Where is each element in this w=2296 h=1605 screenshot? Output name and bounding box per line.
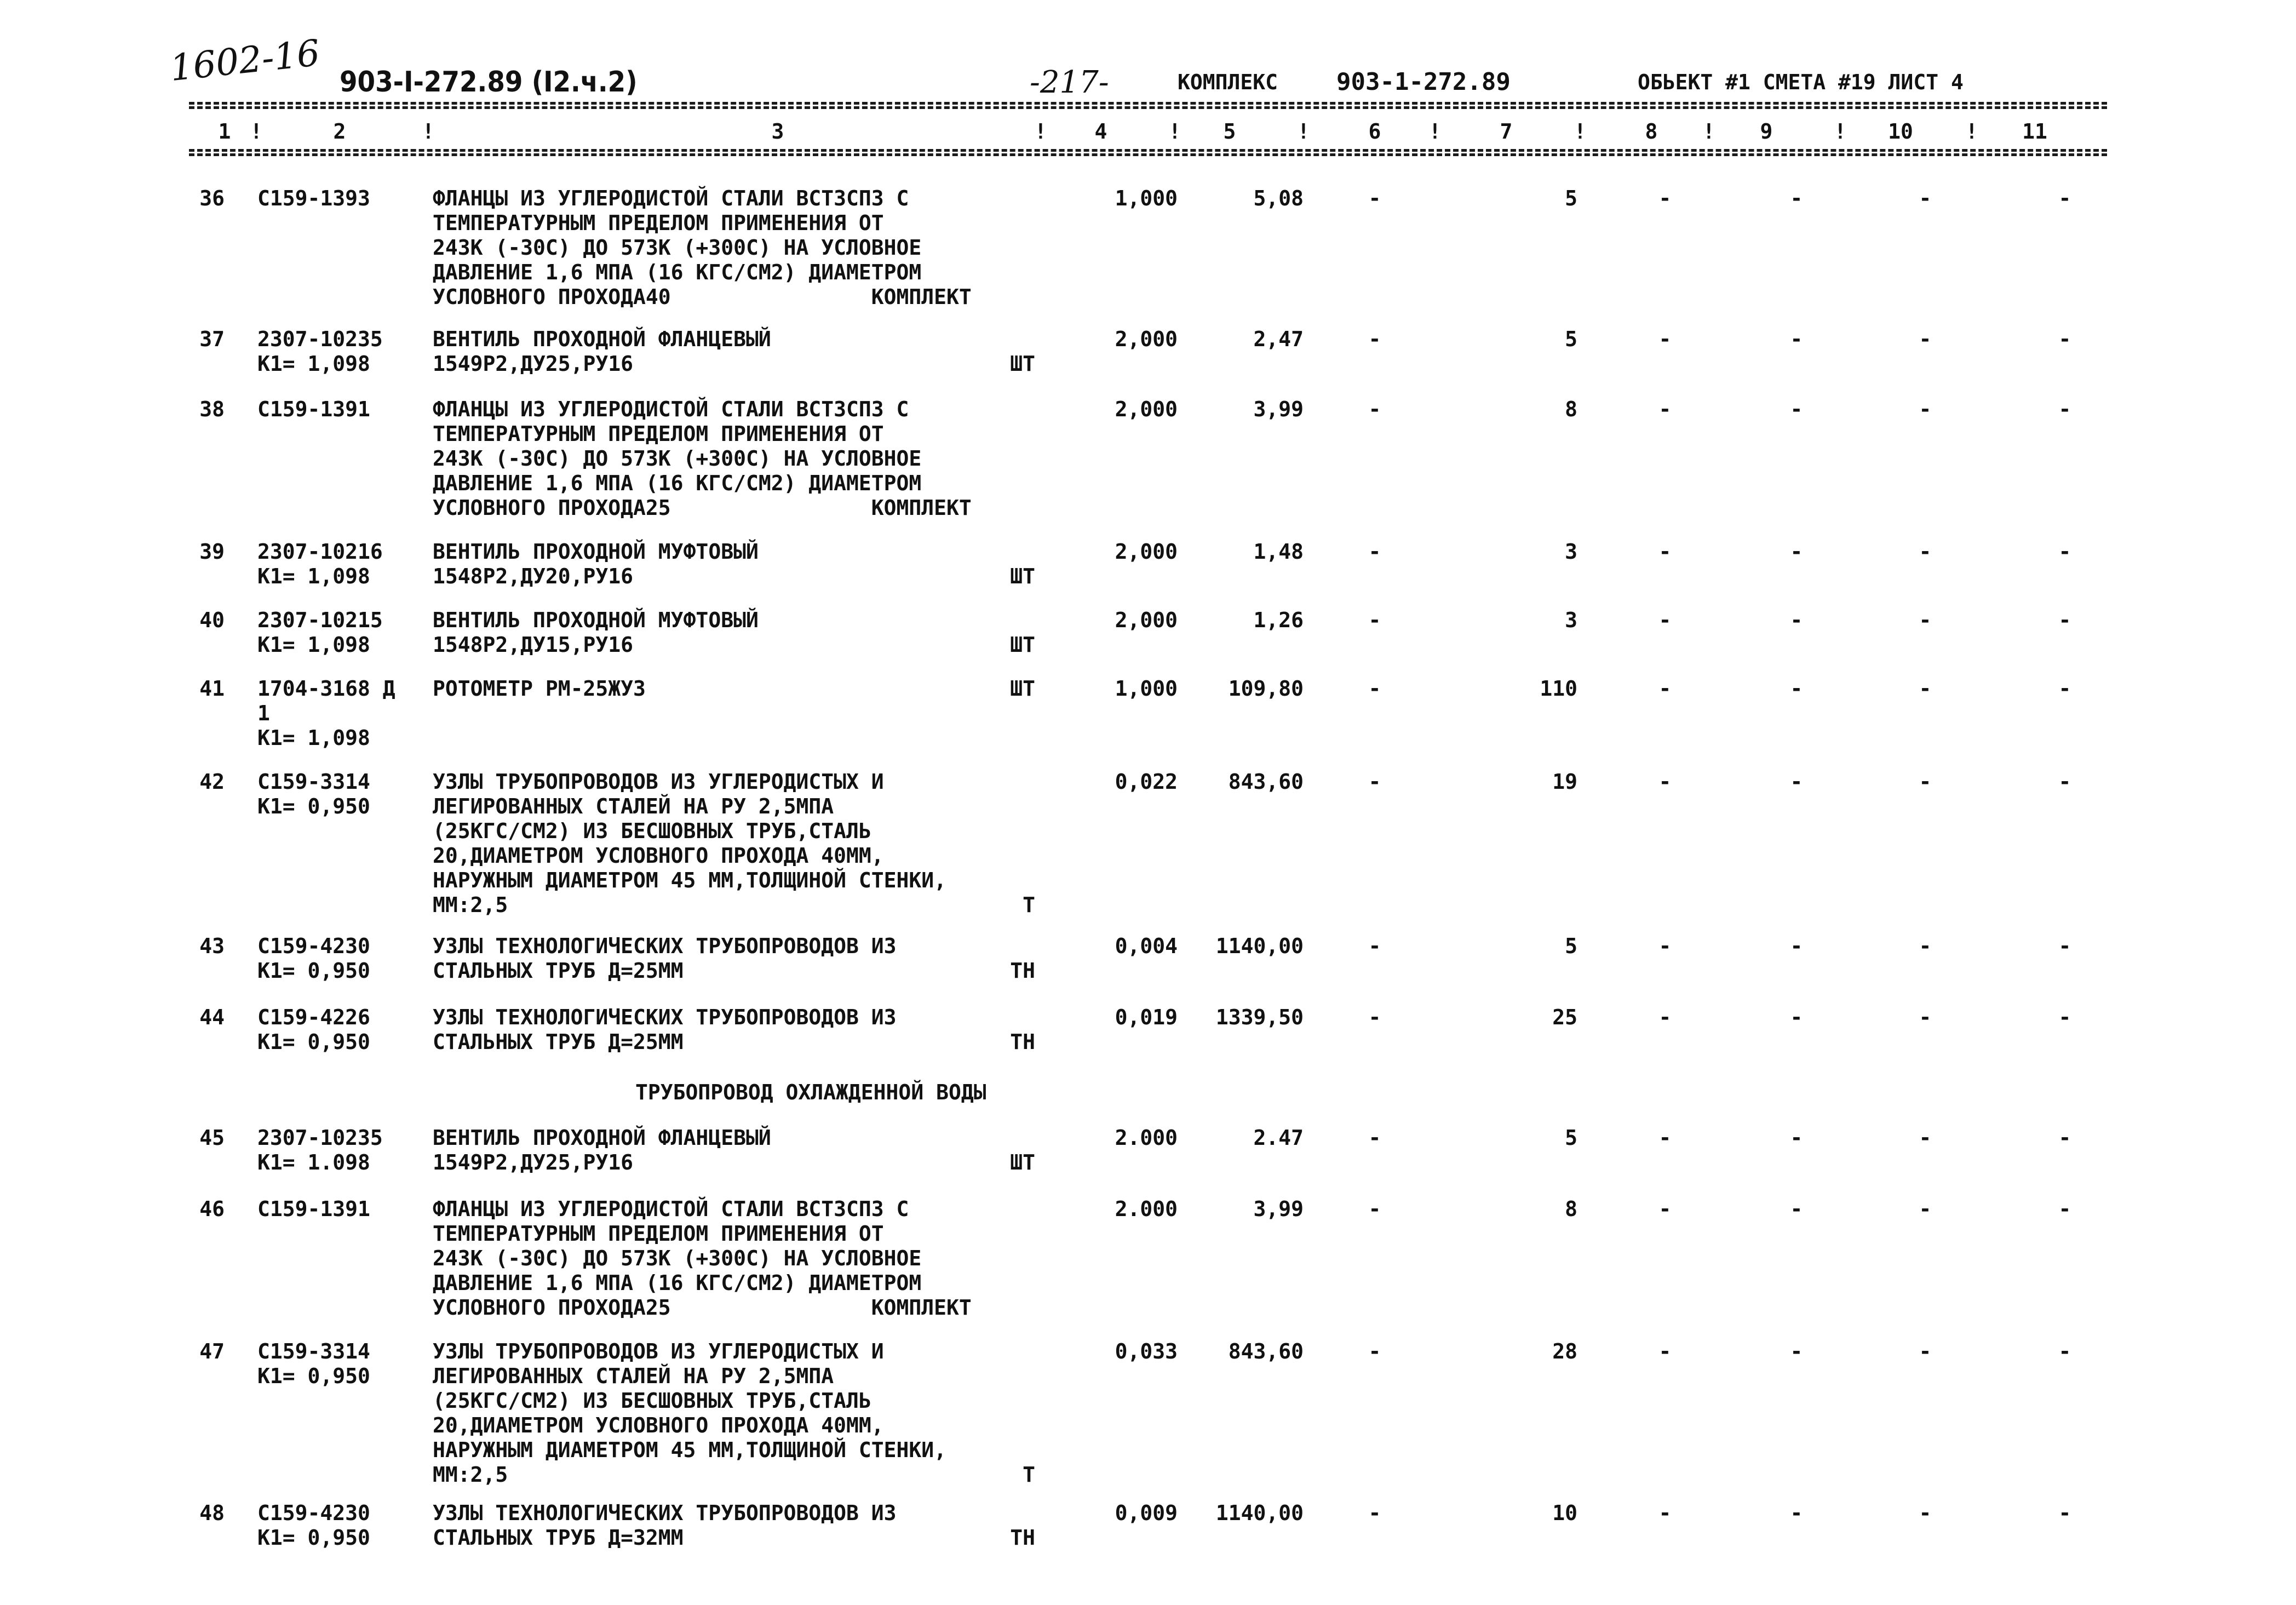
col-11-value: - — [2058, 327, 2071, 351]
col-separator: ! — [422, 119, 435, 144]
col-2: 2 — [333, 119, 346, 144]
col-8-value: - — [1658, 770, 1672, 794]
unit-price: 109,80 — [1228, 677, 1304, 701]
col-4: 4 — [1094, 119, 1107, 144]
quantity: 0,033 — [1115, 1339, 1178, 1363]
col-6-value: - — [1368, 934, 1381, 958]
col-9-value: - — [1790, 770, 1803, 794]
price-code: С159-4230 К1= 0,950 — [257, 1501, 370, 1550]
unit-of-measure: ШТ — [1010, 352, 1035, 376]
col-6-value: - — [1368, 397, 1381, 421]
col-11-value: - — [2058, 186, 2071, 210]
unit-of-measure: ШТ — [1010, 1150, 1035, 1174]
col-10-value: - — [1919, 540, 1932, 564]
item-description: УЗЛЫ ТЕХНОЛОГИЧЕСКИХ ТРУБОПРОВОДОВ ИЗ СТАЛЬНЫХ ТРУБ Д=32ММ — [433, 1501, 897, 1550]
header-bottom-rule — [189, 149, 2107, 152]
unit-price: 843,60 — [1228, 770, 1304, 794]
item-description: ВЕНТИЛЬ ПРОХОДНОЙ ФЛАНЦЕВЫЙ 1549Р2,ДУ25,РУ16 — [433, 1126, 771, 1174]
col-8-value: - — [1658, 677, 1672, 701]
col-6-value: - — [1368, 186, 1381, 210]
price-code: С159-1391 — [257, 1197, 370, 1221]
col-11-value: - — [2058, 677, 2071, 701]
quantity: 2,000 — [1115, 608, 1178, 632]
col-7-value: 19 — [1552, 770, 1577, 794]
handwritten-number: 1602-16 — [168, 31, 322, 90]
object-info: ОБЬЕКТ #1 СМЕТА #19 ЛИСТ 4 — [1638, 70, 1964, 94]
unit-of-measure: ТН — [1010, 1526, 1035, 1550]
col-11-value: - — [2058, 1005, 2071, 1029]
col-5: 5 — [1223, 119, 1236, 144]
quantity: 1,000 — [1115, 186, 1178, 210]
col-10-value: - — [1919, 1126, 1932, 1150]
col-9-value: - — [1790, 1126, 1803, 1150]
col-6-value: - — [1368, 770, 1381, 794]
col-11-value: - — [2058, 540, 2071, 564]
col-8-value: - — [1658, 1339, 1672, 1363]
col-8: 8 — [1645, 119, 1658, 144]
col-separator: ! — [1297, 119, 1310, 144]
col-10-value: - — [1919, 1005, 1932, 1029]
col-10-value: - — [1919, 397, 1932, 421]
row-number: 36 — [199, 186, 225, 210]
unit-price: 1339,50 — [1215, 1005, 1304, 1029]
unit-price: 3,99 — [1253, 397, 1304, 421]
row-number: 42 — [199, 770, 225, 794]
unit-price: 1,26 — [1253, 608, 1304, 632]
col-3: 3 — [771, 119, 784, 144]
col-8-value: - — [1658, 397, 1672, 421]
col-8-value: - — [1658, 1126, 1672, 1150]
price-code: С159-4230 К1= 0,950 — [257, 934, 370, 983]
col-11-value: - — [2058, 1197, 2071, 1221]
col-6-value: - — [1368, 677, 1381, 701]
col-7-value: 3 — [1565, 608, 1577, 632]
quantity: 1,000 — [1115, 677, 1178, 701]
col-9-value: - — [1790, 1005, 1803, 1029]
unit-price: 1,48 — [1253, 540, 1304, 564]
item-description: ФЛАНЦЫ ИЗ УГЛЕРОДИСТОЙ СТАЛИ ВСТ3СП3 С ТЕМПЕРАТУРНЫМ ПРЕДЕЛОМ ПРИМЕНЕНИЯ ОТ 243К (-30С) ДО 573К (+300С) НА УСЛОВНОЕ ДАВЛЕНИЕ 1,6 МПА (16 КГС/СМ2) ДИАМЕТРОМ УСЛОВНОГО ПРОХОДА25 КОМПЛЕКТ — [433, 1197, 972, 1320]
row-number: 44 — [199, 1005, 225, 1029]
header-bottom-rule-2 — [189, 153, 2107, 156]
row-number: 40 — [199, 608, 225, 632]
col-separator: ! — [1965, 119, 1978, 144]
item-description: ФЛАНЦЫ ИЗ УГЛЕРОДИСТОЙ СТАЛИ ВСТ3СП3 С ТЕМПЕРАТУРНЫМ ПРЕДЕЛОМ ПРИМЕНЕНИЯ ОТ 243К (-30С) ДО 573К (+300С) НА УСЛОВНОЕ ДАВЛЕНИЕ 1,6 МПА (16 КГС/СМ2) ДИАМЕТРОМ УСЛОВНОГО ПРОХОДА25 КОМПЛЕКТ — [433, 397, 972, 520]
col-separator: ! — [1834, 119, 1847, 144]
unit-price: 1140,00 — [1215, 934, 1304, 958]
row-number: 39 — [199, 540, 225, 564]
col-9-value: - — [1790, 1501, 1803, 1525]
col-7-value: 28 — [1552, 1339, 1577, 1363]
item-description: ВЕНТИЛЬ ПРОХОДНОЙ МУФТОВЫЙ 1548Р2,ДУ20,РУ16 — [433, 540, 759, 588]
col-10-value: - — [1919, 770, 1932, 794]
unit-of-measure: ШТ — [1010, 677, 1035, 701]
col-separator: ! — [1034, 119, 1047, 144]
col-8-value: - — [1658, 934, 1672, 958]
col-8-value: - — [1658, 1197, 1672, 1221]
row-number: 45 — [199, 1126, 225, 1150]
col-8-value: - — [1658, 327, 1672, 351]
col-8-value: - — [1658, 608, 1672, 632]
item-description: УЗЛЫ ТРУБОПРОВОДОВ ИЗ УГЛЕРОДИСТЫХ И ЛЕГИРОВАННЫХ СТАЛЕЙ НА РУ 2,5МПА (25КГС/СМ2) ИЗ БЕСШОВНЫХ ТРУБ,СТАЛЬ 20,ДИАМЕТРОМ УСЛОВНОГО ПРОХОДА 40ММ, НАРУЖНЫМ ДИАМЕТРОМ 45 ММ,ТОЛЩИНОЙ СТЕНКИ, ММ:2,5 — [433, 1339, 946, 1487]
unit-price: 843,60 — [1228, 1339, 1304, 1363]
col-11-value: - — [2058, 397, 2071, 421]
col-6-value: - — [1368, 1339, 1381, 1363]
complex-code: 903-1-272.89 — [1336, 68, 1511, 96]
page-number: -217- — [1030, 65, 1109, 100]
col-7-value: 5 — [1565, 186, 1577, 210]
price-code: С159-1393 — [257, 186, 370, 210]
col-1: 1 — [218, 119, 231, 144]
item-description: ВЕНТИЛЬ ПРОХОДНОЙ ФЛАНЦЕВЫЙ 1549Р2,ДУ25,РУ16 — [433, 327, 771, 376]
top-rule-2 — [189, 106, 2107, 109]
col-6-value: - — [1368, 1197, 1381, 1221]
col-10-value: - — [1919, 186, 1932, 210]
quantity: 0,004 — [1115, 934, 1178, 958]
item-description: УЗЛЫ ТРУБОПРОВОДОВ ИЗ УГЛЕРОДИСТЫХ И ЛЕГИРОВАННЫХ СТАЛЕЙ НА РУ 2,5МПА (25КГС/СМ2) ИЗ БЕСШОВНЫХ ТРУБ,СТАЛЬ 20,ДИАМЕТРОМ УСЛОВНОГО ПРОХОДА 40ММ, НАРУЖНЫМ ДИАМЕТРОМ 45 ММ,ТОЛЩИНОЙ СТЕНКИ, ММ:2,5 — [433, 770, 946, 917]
row-number: 46 — [199, 1197, 225, 1221]
col-11-value: - — [2058, 1339, 2071, 1363]
unit-price: 5,08 — [1253, 186, 1304, 210]
quantity: 0,009 — [1115, 1501, 1178, 1525]
col-9-value: - — [1790, 397, 1803, 421]
quantity: 2,000 — [1115, 327, 1178, 351]
col-10: 10 — [1888, 119, 1913, 144]
col-9-value: - — [1790, 608, 1803, 632]
col-11-value: - — [2058, 934, 2071, 958]
unit-of-measure: ТН — [1010, 959, 1035, 983]
unit-price: 3,99 — [1253, 1197, 1304, 1221]
unit-of-measure: ШТ — [1010, 633, 1035, 657]
col-7-value: 10 — [1552, 1501, 1577, 1525]
col-10-value: - — [1919, 608, 1932, 632]
col-9-value: - — [1790, 327, 1803, 351]
unit-of-measure: Т — [1023, 893, 1035, 917]
document-code: 903-I-272.89 (I2.ч.2) — [340, 66, 638, 99]
col-11-value: - — [2058, 1501, 2071, 1525]
col-10-value: - — [1919, 934, 1932, 958]
item-description: УЗЛЫ ТЕХНОЛОГИЧЕСКИХ ТРУБОПРОВОДОВ ИЗ СТАЛЬНЫХ ТРУБ Д=25ММ — [433, 934, 897, 983]
col-11-value: - — [2058, 770, 2071, 794]
quantity: 2,000 — [1115, 397, 1178, 421]
col-6-value: - — [1368, 1501, 1381, 1525]
quantity: 2.000 — [1115, 1197, 1178, 1221]
col-7: 7 — [1500, 119, 1513, 144]
price-code: 2307-10215 К1= 1,098 — [257, 608, 383, 657]
col-6-value: - — [1368, 608, 1381, 632]
row-number: 43 — [199, 934, 225, 958]
price-code: С159-3314 К1= 0,950 — [257, 1339, 370, 1388]
row-number: 47 — [199, 1339, 225, 1363]
col-7-value: 8 — [1565, 397, 1577, 421]
col-6: 6 — [1368, 119, 1381, 144]
unit-price: 2.47 — [1253, 1126, 1304, 1150]
item-description: УЗЛЫ ТЕХНОЛОГИЧЕСКИХ ТРУБОПРОВОДОВ ИЗ СТАЛЬНЫХ ТРУБ Д=25ММ — [433, 1005, 897, 1054]
quantity: 2,000 — [1115, 540, 1178, 564]
item-description: ФЛАНЦЫ ИЗ УГЛЕРОДИСТОЙ СТАЛИ ВСТ3СП3 С ТЕМПЕРАТУРНЫМ ПРЕДЕЛОМ ПРИМЕНЕНИЯ ОТ 243К (-30С) ДО 573К (+300С) НА УСЛОВНОЕ ДАВЛЕНИЕ 1,6 МПА (16 КГС/СМ2) ДИАМЕТРОМ УСЛОВНОГО ПРОХОДА40 КОМПЛЕКТ — [433, 186, 972, 309]
col-7-value: 25 — [1552, 1005, 1577, 1029]
col-10-value: - — [1919, 677, 1932, 701]
col-7-value: 5 — [1565, 327, 1577, 351]
quantity: 0,019 — [1115, 1005, 1178, 1029]
col-7-value: 3 — [1565, 540, 1577, 564]
unit-price: 1140,00 — [1215, 1501, 1304, 1525]
unit-of-measure: Т — [1023, 1463, 1035, 1487]
col-6-value: - — [1368, 1126, 1381, 1150]
col-separator: ! — [250, 119, 263, 144]
unit-of-measure: ТН — [1010, 1030, 1035, 1054]
section-title: ТРУБОПРОВОД ОХЛАЖДЕННОЙ ВОДЫ — [635, 1080, 986, 1104]
item-description: ВЕНТИЛЬ ПРОХОДНОЙ МУФТОВЫЙ 1548Р2,ДУ15,РУ16 — [433, 608, 759, 657]
row-number: 37 — [199, 327, 225, 351]
col-8-value: - — [1658, 1005, 1672, 1029]
price-code: 2307-10235 К1= 1.098 — [257, 1126, 383, 1174]
price-code: С159-1391 — [257, 397, 370, 421]
col-11-value: - — [2058, 1126, 2071, 1150]
quantity: 2.000 — [1115, 1126, 1178, 1150]
row-number: 48 — [199, 1501, 225, 1525]
top-rule — [189, 102, 2107, 105]
col-10-value: - — [1919, 1501, 1932, 1525]
item-description: РОТОМЕТР РМ-25ЖУЗ — [433, 677, 646, 701]
price-code: 1704-3168 Д 1 К1= 1,098 — [257, 677, 395, 750]
col-9-value: - — [1790, 540, 1803, 564]
unit-price: 2,47 — [1253, 327, 1304, 351]
col-separator: ! — [1168, 119, 1181, 144]
unit-of-measure: ШТ — [1010, 564, 1035, 588]
col-10-value: - — [1919, 1197, 1932, 1221]
col-9-value: - — [1790, 677, 1803, 701]
col-9-value: - — [1790, 1197, 1803, 1221]
row-number: 38 — [199, 397, 225, 421]
col-8-value: - — [1658, 186, 1672, 210]
col-separator: ! — [1574, 119, 1587, 144]
col-10-value: - — [1919, 1339, 1932, 1363]
price-code: 2307-10216 К1= 1,098 — [257, 540, 383, 588]
col-6-value: - — [1368, 1005, 1381, 1029]
price-code: С159-4226 К1= 0,950 — [257, 1005, 370, 1054]
quantity: 0,022 — [1115, 770, 1178, 794]
price-code: 2307-10235 К1= 1,098 — [257, 327, 383, 376]
col-7-value: 5 — [1565, 1126, 1577, 1150]
row-number: 41 — [199, 677, 225, 701]
col-9-value: - — [1790, 1339, 1803, 1363]
col-7-value: 8 — [1565, 1197, 1577, 1221]
col-separator: ! — [1702, 119, 1715, 144]
col-8-value: - — [1658, 540, 1672, 564]
col-7-value: 5 — [1565, 934, 1577, 958]
col-separator: ! — [1428, 119, 1442, 144]
col-8-value: - — [1658, 1501, 1672, 1525]
col-9-value: - — [1790, 934, 1803, 958]
col-9-value: - — [1790, 186, 1803, 210]
col-11: 11 — [2022, 119, 2047, 144]
col-11-value: - — [2058, 608, 2071, 632]
price-code: С159-3314 К1= 0,950 — [257, 770, 370, 818]
col-9: 9 — [1760, 119, 1773, 144]
col-10-value: - — [1919, 327, 1932, 351]
col-6-value: - — [1368, 540, 1381, 564]
col-7-value: 110 — [1540, 677, 1577, 701]
col-6-value: - — [1368, 327, 1381, 351]
complex-label: КОМПЛЕКС — [1178, 70, 1278, 94]
